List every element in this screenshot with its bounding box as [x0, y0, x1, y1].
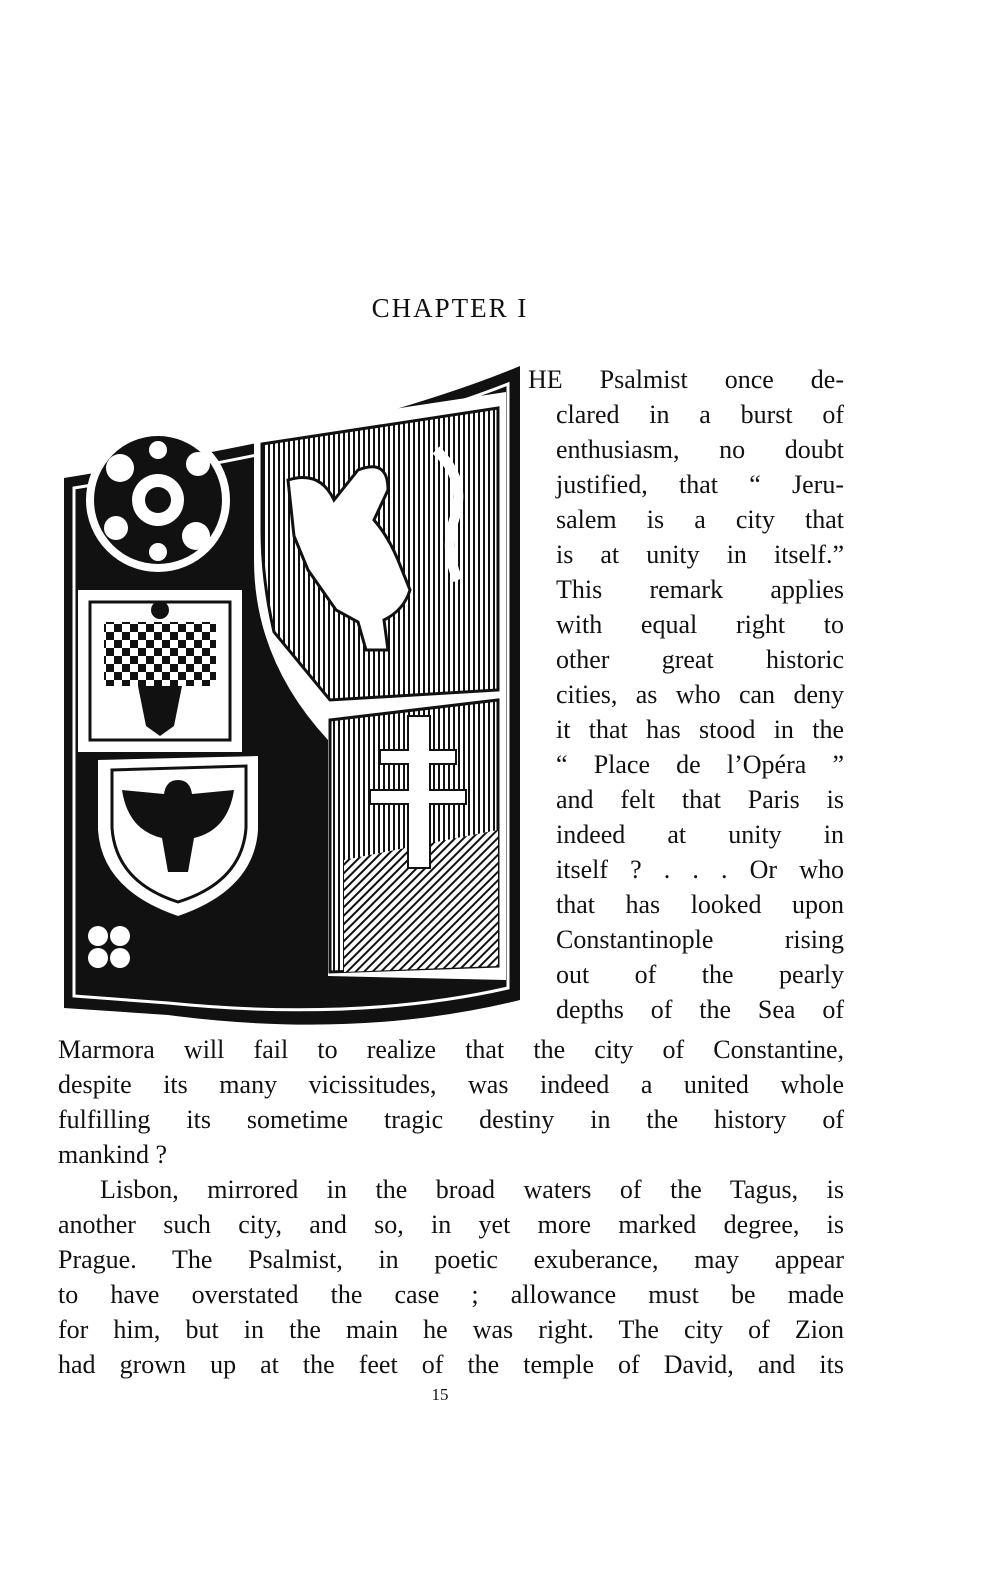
eagle-checkered-shield: [80, 592, 240, 750]
text-line: mankind ?: [58, 1140, 168, 1169]
text-line: out of the pearly: [556, 960, 844, 989]
artist-monogram: BSB: [280, 1009, 312, 1026]
decorated-initial-illustration: [58, 360, 528, 1030]
text-line: to have overstated the case ; allowance must be made: [58, 1280, 844, 1309]
text-line: itself ? . . . Or who: [556, 855, 844, 884]
text-line: despite its many vicissitudes, was indeed a united whole: [58, 1070, 844, 1099]
decorated-initial-t: [58, 360, 528, 1030]
text-line: had grown up at the feet of the temple of David, and its: [58, 1350, 844, 1379]
text-line: justified, that “ Jeru-: [556, 470, 844, 499]
text-line: that has looked upon: [556, 890, 844, 919]
text-line: fulfilling its sometime tragic destiny in the history of: [58, 1105, 844, 1134]
text-line: “ Place de l’Opéra ”: [556, 750, 844, 779]
text-line: Constantinople rising: [556, 925, 844, 954]
text-line: indeed at unity in: [556, 820, 844, 849]
page-number: 15: [431, 1385, 449, 1404]
text-line: and felt that Paris is: [556, 785, 844, 814]
text-line: This remark applies: [556, 575, 844, 604]
text-line: with equal right to: [556, 610, 844, 639]
text-line: clared in a burst of: [556, 400, 844, 429]
text-line: other great historic: [556, 645, 844, 674]
text-line: Lisbon, mirrored in the broad waters of the Tagus, is: [100, 1175, 844, 1204]
text-line: is at unity in itself.”: [556, 540, 844, 569]
text-line: for him, but in the main he was right. The city of Zion: [58, 1315, 844, 1344]
floral-roundel: [86, 428, 230, 572]
text-line: Prague. The Psalmist, in poetic exuberance, may appear: [58, 1245, 844, 1274]
text-line: Marmora will fail to realize that the city of Constantine,: [58, 1035, 844, 1064]
text-line: HE Psalmist once de-: [528, 365, 844, 394]
text-line: it that has stood in the: [556, 715, 844, 744]
text-line: cities, as who can deny: [556, 680, 844, 709]
text-line: depths of the Sea of: [556, 995, 844, 1024]
text-line: another such city, and so, in yet more marked degree, is: [58, 1210, 844, 1239]
text-line: enthusiasm, no doubt: [556, 435, 844, 464]
cross-shield: [330, 700, 498, 972]
text-line: salem is a city that: [556, 505, 844, 534]
chapter-heading: CHAPTER I: [371, 293, 529, 323]
